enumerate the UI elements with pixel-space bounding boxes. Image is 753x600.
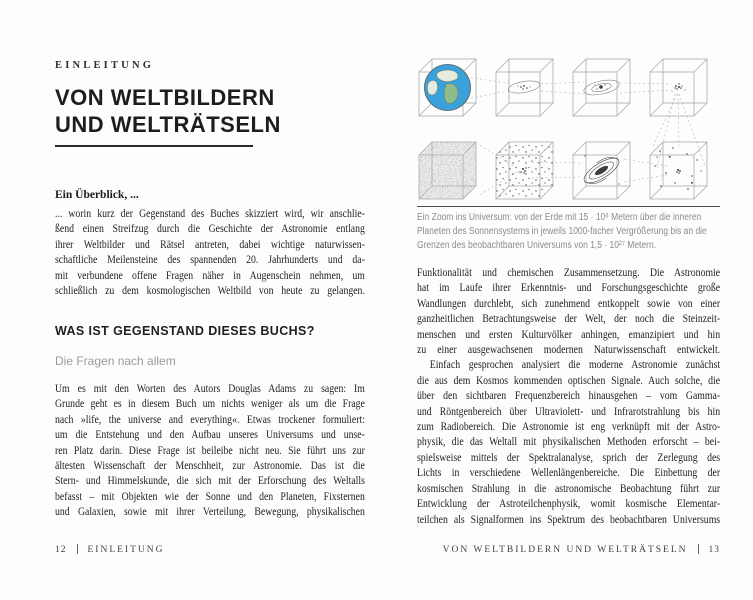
left-footer-label: EINLEITUNG [87,545,165,555]
intro-paragraph [55,207,365,299]
text-line: Entwicklung der Astroteilchenphysik, womit kosmische Elementar- [417,498,721,511]
right-body-paragraph-1 [417,266,720,358]
text-line: um die Entstehung und den Aufbau unseres Universums und unse- [55,429,365,442]
text-line: Um es mit den Worten des Autors Douglas Adams zu sagen: Im [55,383,365,395]
zoom-universe-illustration [417,56,720,202]
text-line: ihrer Weltbilder und Rätsel antreten, dabei wichtige naturwissen- [55,238,365,251]
text-line: mit verbundene offene Fragen näher in Augenschein nehmen, um [55,269,365,282]
cube-cosmic-web [419,142,476,199]
text-line: ältesten Wissenschaft der Menschheit, zur Astronomie. Das ist die [55,460,365,473]
text-line: zum Radiobereich. Die Astronomie ist eng verknüpft mit der Astro- [417,421,721,434]
overview-heading: Ein Überblick, ... [55,189,139,201]
text-line: zu einer ausgewachsenen modernen Naturwissenschaft entwickelt. [417,344,721,357]
text-line: ganzheitlichen Betrachtungsweise der Welt, der noch die Steinzeit- [417,313,721,326]
text-line: Stern- und Himmelskunde, die sich mit der Erforschung des Weltalls [55,475,365,488]
text-line: die aus dem Kosmos kommenden optischen Signale. Auch solche, die [417,374,721,387]
footer-divider [77,544,78,554]
illustration-caption [417,211,720,252]
chapter-kicker: EINLEITUNG [55,60,155,71]
text-line: Grenzen des beobachtbaren Universums von 1,5 · 10²⁷ Metern. [417,239,657,251]
text-line: schließlich zu dem kosmologischen Weltbild von heute zu gelangen. [55,285,365,298]
footer-divider [698,544,699,554]
cube-star-cluster [650,59,707,116]
cube-solar-system [573,59,630,116]
right-body-paragraph-2 [417,358,720,527]
text-line: schaftliche Meilensteine des spannenden 20. Jahrhunderts und da- [55,254,365,267]
text-line: physik, die das Weltall mit physikalischen Methoden erforscht – bei- [417,436,721,449]
right-page-footer [417,544,720,555]
section-subheading: Die Fragen nach allem [55,354,176,368]
cube-earth [419,59,476,116]
caption-rule [417,206,720,207]
cube-galaxy [573,142,630,199]
text-line: Funktionalität und chemischen Zusammensetzung. Die Astronomie [417,267,721,279]
text-line: kosmischen Strahlung in die astronomische Beobachtung führt zur [417,482,721,495]
text-line: menschen und ersten Kulturvölker anhingen, emanzipiert und hin [417,328,721,341]
text-line: ren Platz darin. Diese Frage ist beileibe nicht neu. Sie führt uns zur [55,444,365,457]
text-line: nach »life, the universe and everything«. Etwas trockener formuliert: [55,413,365,426]
text-line: und Röntgenbereich über Ultraviolett- und Infrarotstrahlung bis hin [417,405,721,418]
title-underline [55,145,253,147]
right-footer-label: VON WELTBILDERN UND WELTRÄTSELN [442,545,688,555]
cube-galaxy-cluster [650,142,707,199]
cube-inner-planets [496,59,553,116]
left-page-footer [55,544,164,555]
text-line: Planeten des Sonnensystems in jeweils 1000-facher Vergrößerung bis an die [417,225,707,237]
right-body [417,266,720,528]
left-page-number: 12 [55,545,67,555]
text-line: ßend einen Streifzug durch die Geschichte der Astronomie entlang [55,223,365,236]
text-line: ... worin kurz der Gegenstand des Buches skizziert wird, wir anschlie- [55,208,365,220]
cube-star-field [496,142,553,199]
page-title [55,84,281,138]
text-line: Lichts in verschiedene Wellenlängenbereiche. Die Einbettung der [417,467,721,480]
text-line: befasst – mit Objekten wie der Sonne und den Planeten, Fixsternen [55,490,365,503]
text-line: teilchen als Signalformen ins Spektrum des beobachtbaren Universums [417,513,721,526]
text-line: Grunde geht es in diesem Buch um nichts weniger als um die Frage [55,398,365,411]
page-title-line-1: VON WELTBILDERN [55,85,275,110]
left-body-paragraph [55,382,365,521]
right-page-number: 13 [708,545,720,555]
text-line: Einfach gesprochen analysiert die moderne Astronomie zunächst [429,359,721,372]
section-heading: WAS IST GEGENSTAND DIESES BUCHS? [55,324,315,338]
text-line: spielsweise mittels der Spektralanalyse, sprich der Zerlegung des [417,451,721,464]
text-line: Ein Zoom ins Universum: von der Erde mit 15 · 10⁶ Metern über die inneren [417,212,702,223]
text-line: und Galaxien, sowie mit ihrer Verteilung, Bewegung, physikalischen [55,506,365,519]
text-line: Wandlungen durchlebt, sich zunehmend entkoppelt sowie von einer [417,297,721,310]
text-line: über den sichtbaren Frequenzbereich hinausgehen – vom Gamma- [417,390,721,403]
text-line: hat im Laufe ihrer Erkenntnis- und Forschungsgeschichte große [417,282,721,295]
page-title-line-2: UND WELTRÄTSELN [55,112,281,137]
